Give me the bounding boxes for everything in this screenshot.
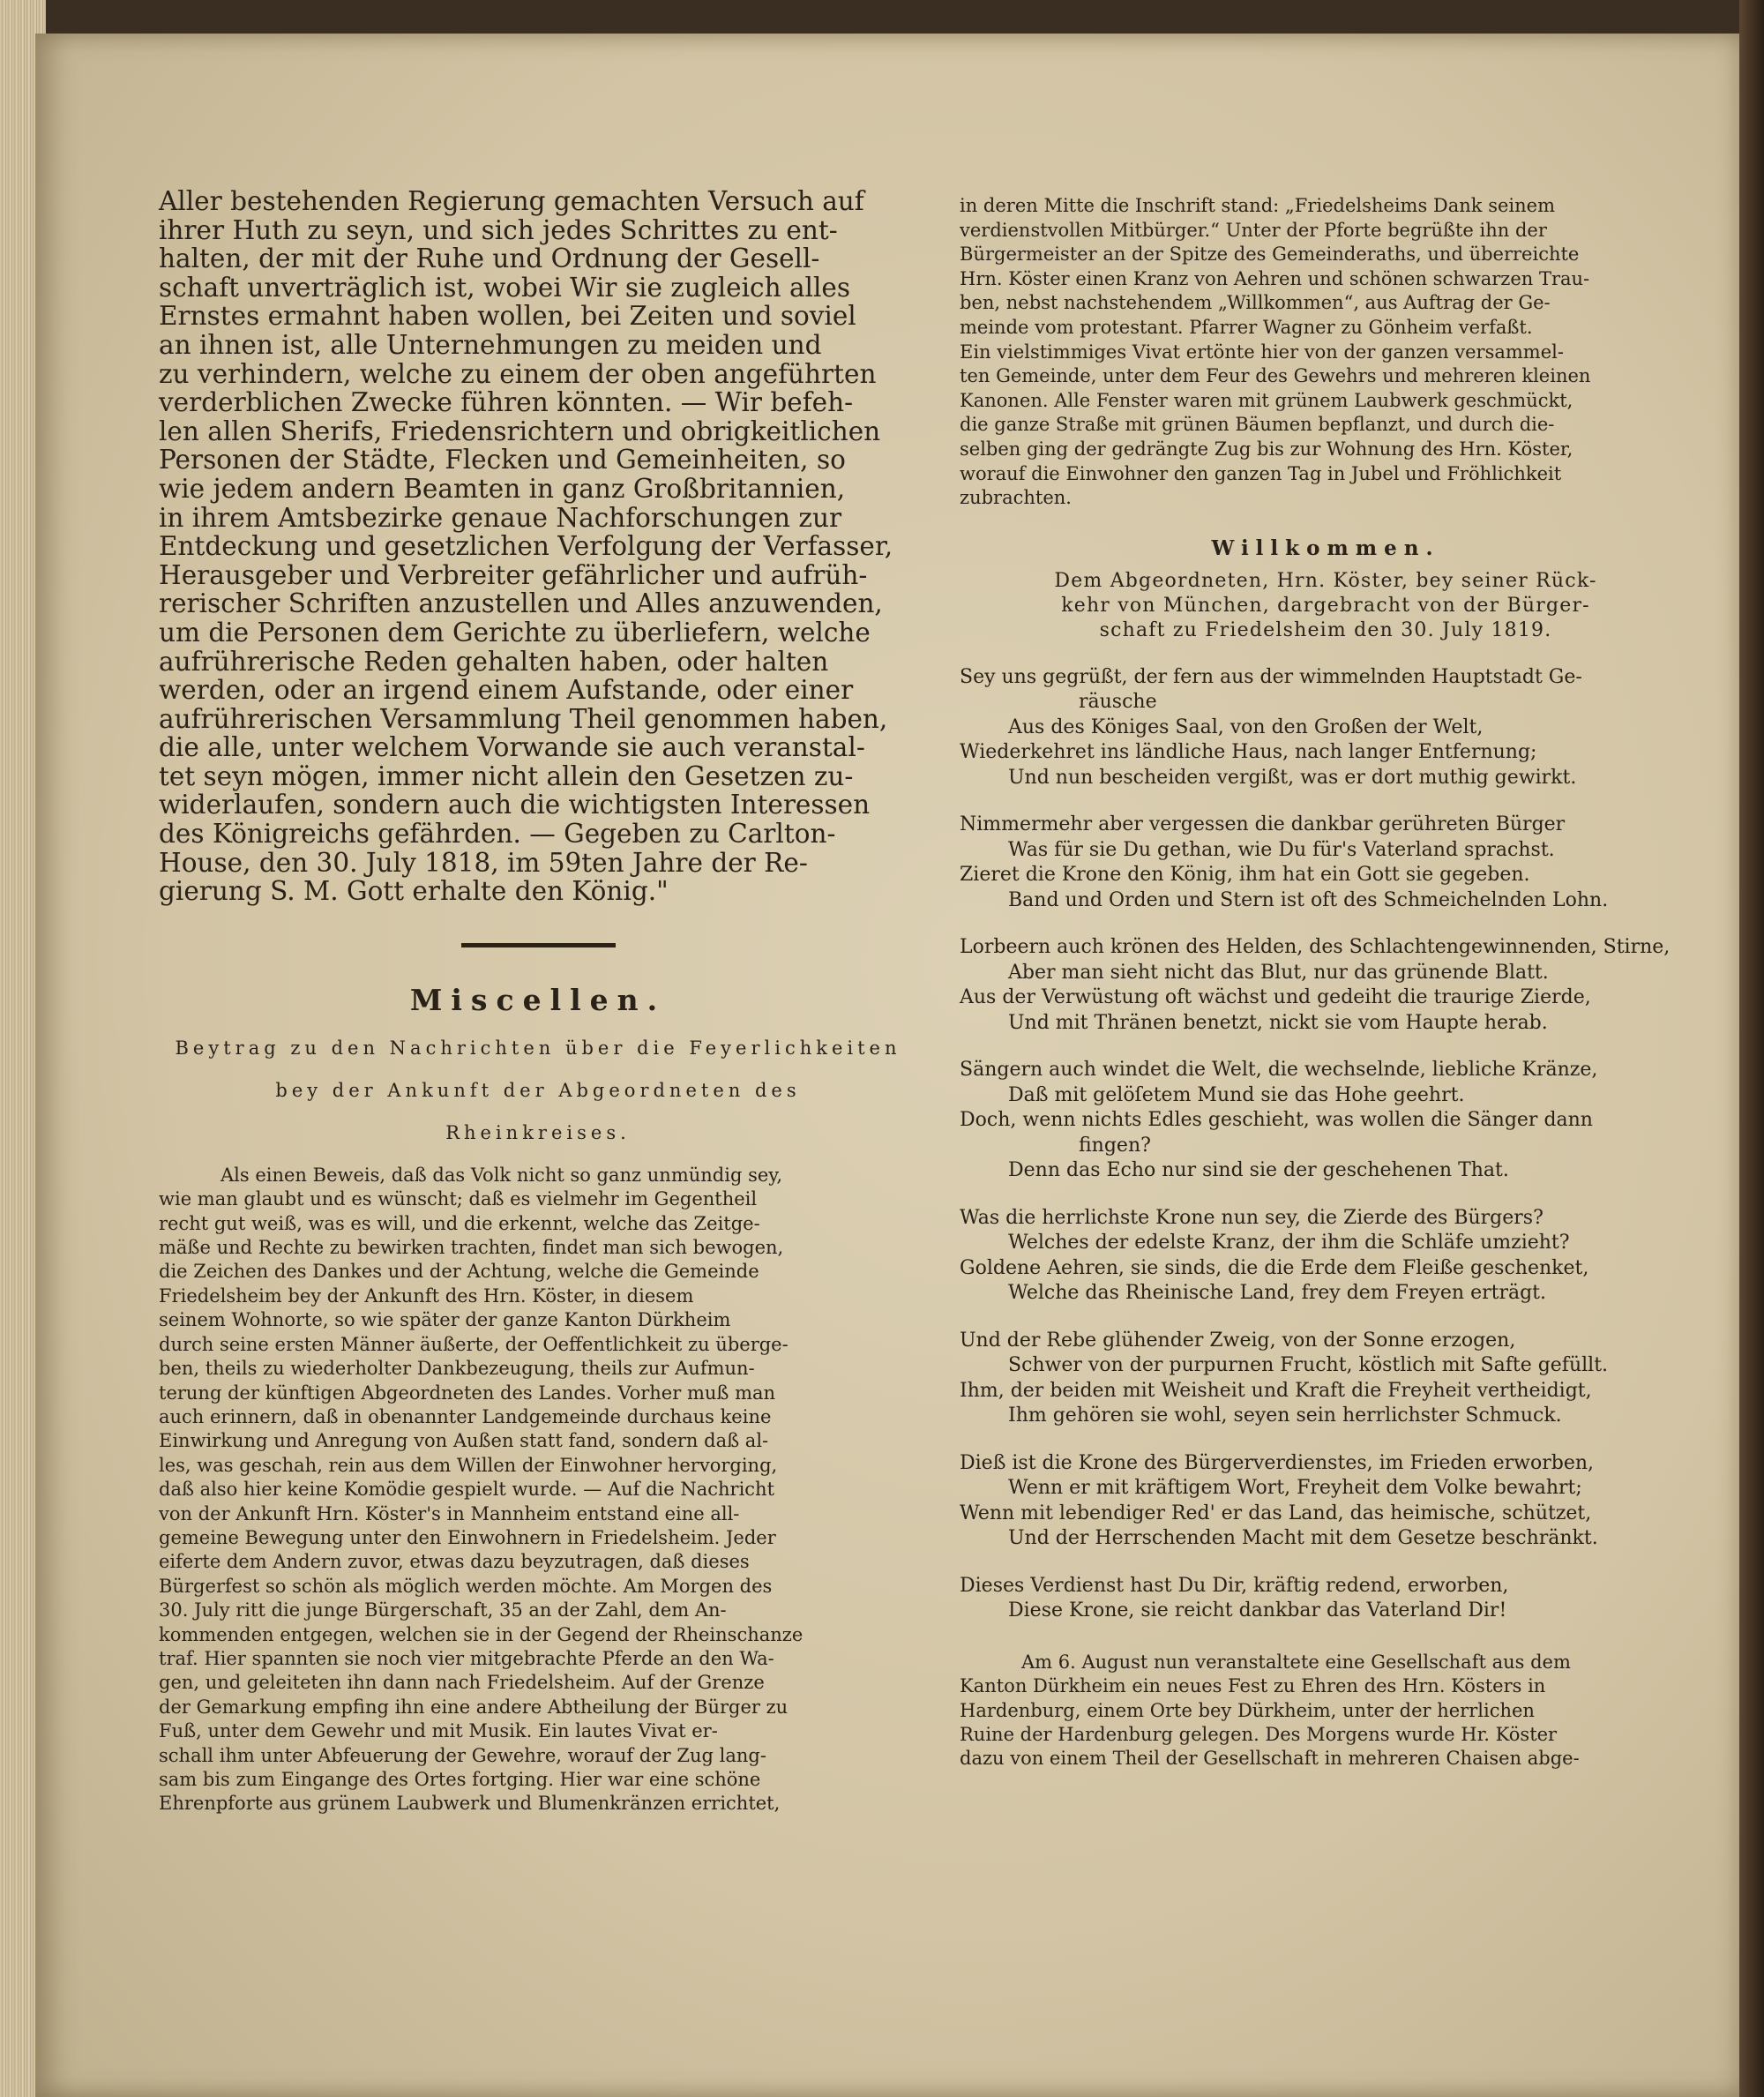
text-line: Aller bestehenden Regierung gemachten Versuch auf — [159, 186, 864, 216]
text-line: Fuß, unter dem Gewehr und mit Musik. Ein lautes Vivat er- — [159, 1720, 718, 1742]
text-line: Personen der Städte, Flecken und Gemeinheiten, so — [159, 445, 846, 476]
text-line: gen, und geleiteten ihn dann nach Friedelsheim. Auf der Grenze — [159, 1672, 765, 1694]
poem-line: Welches der edelste Kranz, der ihm die Schläfe umzieht? — [1008, 1232, 1570, 1254]
text-line: die ganze Straße mit grünen Bäumen bepflanzt, und durch die- — [960, 414, 1555, 436]
article-text-right — [960, 194, 1692, 511]
text-line: von der Ankunft Hrn. Köster's in Mannheim entstand eine all- — [159, 1502, 740, 1524]
text-line: gemeine Bewegung unter den Einwohnern in Friedelsheim. Jeder — [159, 1526, 776, 1548]
poem-line: Aber man sieht nicht das Blut, nur das grünende Blatt. — [1008, 961, 1549, 984]
text-line: verderblichen Zwecke führen könnten. — Wir befeh- — [159, 387, 854, 418]
poem-line: Sey uns gegrüßt, der fern aus der wimmelnden Hauptstadt Ge- — [960, 665, 1582, 688]
text-line: Entdeckung und gesetzlichen Verfolgung der Verfasser, — [159, 531, 893, 562]
poem-line: Denn das Echo nur sind sie der geschehenen That. — [1008, 1159, 1509, 1182]
text-line: Am 6. August nun veranstaltete eine Gesellschaft aus dem — [1021, 1651, 1571, 1673]
text-line: recht gut weiß, was es will, und die erkennt, welche das Zeitge- — [159, 1212, 760, 1234]
text-line: schall ihm unter Abfeuerung der Gewehre, worauf der Zug lang- — [159, 1744, 766, 1766]
text-line: an ihnen ist, alle Unternehmungen zu meiden und — [159, 329, 822, 360]
text-line: die alle, unter welchem Vorwande sie auch veranstal- — [159, 732, 865, 763]
text-line: seinem Wohnorte, so wie später der ganze Kanton Dürkheim — [159, 1309, 731, 1331]
text-line: Herausgeber und Verbreiter gefährlicher und aufrüh- — [159, 559, 868, 590]
text-line: Friedelsheim bey der Ankunft des Hrn. Köster, in diesem — [159, 1284, 694, 1307]
subtitle-line: Beytrag zu den Nachrichten über die Feyerlichkeiten — [175, 1037, 901, 1059]
poem-line: Daß mit gelöſetem Mund sie das Hohe geehrt. — [1008, 1083, 1465, 1106]
text-line: rerischer Schriften anzustellen und Alles anzuwenden, — [159, 588, 883, 619]
text-line: Kanonen. Alle Fenster waren mit grünem Laubwerk geschmückt, — [960, 389, 1573, 411]
text-line: die Zeichen des Dankes und der Achtung, welche die Gemeinde — [159, 1261, 759, 1283]
poem-line: Und der Herrschenden Macht mit dem Gesetze beschränkt. — [1008, 1527, 1598, 1550]
poem-stanza — [960, 1574, 1692, 1624]
poem-line: Wiederkehret ins ländliche Haus, nach langer Entfernung; — [960, 741, 1537, 764]
text-line: zubrachten. — [960, 487, 1072, 509]
poem-line: Schwer von der purpurnen Frucht, köstlich mit Safte gefüllt. — [1008, 1354, 1609, 1377]
section-divider — [461, 943, 616, 947]
poem-line: Was für sie Du gethan, wie Du für's Vaterland sprachst. — [1008, 838, 1555, 861]
text-line: Ernstes ermahnt haben wollen, bei Zeiten und soviel — [159, 301, 856, 332]
text-line: zu verhindern, welche zu einem der oben angeführten — [159, 358, 877, 389]
text-line: werden, oder an irgend einem Aufstande, oder einer — [159, 675, 854, 706]
text-line: Bürgerfest so schön als möglich werden möchte. Am Morgen des — [159, 1575, 773, 1597]
poem-line: Aus der Verwüstung oft wächst und gedeiht die traurige Zierde, — [960, 986, 1591, 1009]
text-line: Als einen Beweis, daß das Volk nicht so ganz unmündig sey, — [220, 1164, 783, 1186]
text-line: selben ging der gedrängte Zug bis zur Wohnung des Hrn. Köster, — [960, 438, 1573, 460]
poem-stanza — [960, 935, 1692, 1036]
poem-line: Doch, wenn nichts Edles geschieht, was wollen die Sänger dann — [960, 1109, 1593, 1132]
poem-stanza — [960, 665, 1692, 791]
poem-line: Und mit Thränen benetzt, nickt sie vom Haupte herab. — [1008, 1011, 1548, 1034]
text-line: aufrührerischen Versammlung Theil genommen haben, — [159, 703, 888, 734]
text-line: Ruine der Hardenburg gelegen. Des Morgens wurde Hr. Köster — [960, 1723, 1558, 1745]
poem-line: Aus des Königes Saal, von den Großen der Welt, — [1008, 715, 1484, 738]
article-text-left — [159, 1164, 917, 1816]
poem-line: Und nun bescheiden vergißt, was er dort muthig gewirkt. — [1008, 766, 1577, 789]
left-column — [159, 187, 917, 1816]
text-line: in ihrem Amtsbezirke genaue Nachforschungen zur — [159, 502, 842, 533]
poem-line: räusche — [1079, 691, 1157, 714]
poem-stanza — [960, 1451, 1692, 1552]
text-line: Hardenburg, einem Orte bey Dürkheim, unter der herrlichen — [960, 1699, 1535, 1721]
text-line: Einwirkung und Anregung von Außen statt fand, sondern daß al- — [159, 1430, 769, 1452]
text-line: halten, der mit der Ruhe und Ordnung der Gesell- — [159, 243, 820, 274]
closing-paragraph — [960, 1651, 1692, 1771]
text-line: len allen Sherifs, Friedensrichtern und obrigkeitlichen — [159, 416, 881, 446]
text-line: um die Personen dem Gerichte zu überliefern, welche — [159, 617, 871, 648]
text-line: auch erinnern, daß in obenannter Landgemeinde durchaus keine — [159, 1405, 772, 1427]
poem-line: Band und Orden und Stern ist oft des Schmeichelnden Lohn. — [1008, 888, 1609, 911]
text-line: durch seine ersten Männer äußerte, der Oeffentlichkeit zu überge- — [159, 1333, 789, 1355]
text-line: eiferte dem Andern zuvor, etwas dazu beyzutragen, daß dieses — [159, 1551, 750, 1573]
poem-line: Lorbeern auch krönen des Helden, des Schlachtengewinnenden, Stirne, — [960, 936, 1671, 959]
text-line: der Gemarkung empfing ihn eine andere Abtheilung der Bürger zu — [159, 1696, 789, 1718]
text-line: des Königreichs gefährden. — Gegeben zu Carlton- — [159, 819, 836, 850]
text-line: ben, nebst nachstehendem „Willkommen“, aus Auftrag der Ge- — [960, 292, 1551, 314]
text-line: schaft unverträglich ist, wobei Wir sie zugleich alles — [159, 272, 850, 303]
poem-line: Ihm, der beiden mit Weisheit und Kraft die Freyheit vertheidigt, — [960, 1379, 1592, 1402]
dedication-line: schaft zu Friedelsheim den 30. July 1819. — [1099, 618, 1552, 641]
article-subtitle — [159, 1037, 917, 1145]
poem-stanza — [960, 1329, 1692, 1429]
text-line: wie jedem andern Beamten in ganz Großbritannien, — [159, 473, 846, 504]
poem-line: Wenn er mit kräftigem Wort, Freyheit dem Volke bewahrt; — [1008, 1477, 1582, 1500]
dedication-line: kehr von München, dargebracht von der Bürger- — [1061, 594, 1590, 617]
poem-line: Welche das Rheinische Land, frey dem Freyen erträgt. — [1008, 1282, 1547, 1305]
text-line: gierung S. M. Gott erhalte den König." — [159, 876, 669, 907]
text-line: ihrer Huth zu seyn, und sich jedes Schrittes zu ent- — [159, 214, 838, 245]
text-line: 30. July ritt die junge Bürgerschaft, 35 an der Zahl, dem An- — [159, 1599, 727, 1621]
poem-line: Goldene Aehren, sie sinds, die die Erde dem Fleiße geschenket, — [960, 1256, 1589, 1279]
poem — [960, 665, 1692, 1624]
text-line: in deren Mitte die Inschrift stand: „Friedelsheims Dank seinem — [960, 195, 1555, 216]
text-line: House, den 30. July 1818, im 59ten Jahre der Re- — [159, 847, 808, 878]
poem-title: Willkommen. — [1211, 535, 1440, 560]
text-line: dazu von einem Theil der Gesellschaft in mehreren Chaisen abge- — [960, 1748, 1580, 1770]
text-line: worauf die Einwohner den ganzen Tag in Jubel und Fröhlichkeit — [960, 462, 1562, 484]
poem-line: Dieß ist die Krone des Bürgerverdienstes, im Frieden erworben, — [960, 1451, 1594, 1474]
poem-line: Sängern auch windet die Welt, die wechselnde, liebliche Kränze, — [960, 1059, 1598, 1082]
subtitle-line: bey der Ankunft der Abgeordneten des — [275, 1079, 801, 1101]
text-line: Kanton Dürkheim ein neues Fest zu Ehren des Hrn. Kösters in — [960, 1675, 1546, 1697]
right-column — [960, 194, 1692, 1771]
text-line: traf. Hier spannten sie noch vier mitgebrachte Pferde an den Wa- — [159, 1647, 774, 1669]
poem-stanza — [960, 813, 1692, 913]
poem-line: Was die herrlichste Krone nun sey, die Zierde des Bürgers? — [960, 1206, 1544, 1229]
poem-line: Nimmermehr aber vergessen die dankbar gerühreten Bürger — [960, 813, 1566, 836]
poem-line: Dieses Verdienst hast Du Dir, kräftig redend, erworben, — [960, 1574, 1509, 1597]
text-line: aufrührerische Reden gehalten haben, oder halten — [159, 646, 829, 677]
text-line: Ein vielstimmiges Vivat ertönte hier von der ganzen versammel- — [960, 341, 1564, 363]
text-line: verdienstvollen Mitbürger.“ Unter der Pforte begrüßte ihn der — [960, 219, 1547, 241]
text-line: terung der künftigen Abgeordneten des Landes. Vorher muß man — [159, 1382, 776, 1404]
text-line: Bürgermeister an der Spitze des Gemeinderaths, und überreichte — [960, 243, 1580, 266]
poem-stanza — [960, 1058, 1692, 1184]
text-line: kommenden entgegen, welchen sie in der Gegend der Rheinschanze — [159, 1623, 804, 1645]
poem-line: Ihm gehören sie wohl, seyen sein herrlichster Schmuck. — [1008, 1404, 1562, 1427]
text-line: tet seyn mögen, immer nicht allein den Gesetzen zu- — [159, 760, 854, 791]
text-line: les, was geschah, rein aus dem Willen der Einwohner hervorging, — [159, 1454, 778, 1476]
poem-line: fingen? — [1079, 1134, 1151, 1157]
text-line: wie man glaubt und es wünscht; daß es vielmehr im Gegentheil — [159, 1188, 758, 1210]
section-title: Miscellen. — [409, 982, 667, 1017]
text-line: daß also hier keine Komödie gespielt wurde. — Auf die Nachricht — [159, 1479, 775, 1501]
text-line: ben, theils zu wiederholter Dankbezeugung, theils zur Aufmun- — [159, 1358, 755, 1380]
binding-strip — [1739, 0, 1764, 2097]
poem-line: Zieret die Krone den König, ihm hat ein Gott sie gegeben. — [960, 864, 1530, 887]
text-line: Ehrenpforte aus grünem Laubwerk und Blumenkränzen errichtet, — [159, 1793, 781, 1815]
poem-stanza — [960, 1206, 1692, 1307]
subtitle-line: Rheinkreises. — [445, 1121, 631, 1143]
text-line: Hrn. Köster einen Kranz von Aehren und schönen schwarzen Trau- — [960, 267, 1590, 289]
text-line: mäße und Rechte zu bewirken trachten, findet man sich bewogen, — [159, 1237, 784, 1259]
text-line: sam bis zum Eingange des Ortes fortging. Hier war eine schöne — [159, 1769, 761, 1790]
text-line: meinde vom protestant. Pfarrer Wagner zu Gönheim verfaßt. — [960, 316, 1533, 338]
poem-line: Diese Krone, sie reicht dankbar das Vaterland Dir! — [1008, 1599, 1507, 1622]
text-line: ten Gemeinde, unter dem Feur des Gewehrs und mehreren kleinen — [960, 365, 1591, 387]
dedication-line: Dem Abgeordneten, Hrn. Köster, bey seiner Rück- — [1054, 569, 1597, 592]
poem-line: Wenn mit lebendiger Red' er das Land, das heimische, schützet, — [960, 1502, 1592, 1524]
text-line: widerlaufen, sondern auch die wichtigsten Interessen — [159, 790, 871, 820]
poem-line: Und der Rebe glühender Zweig, von der Sonne erzogen, — [960, 1329, 1516, 1352]
poem-dedication — [960, 569, 1692, 643]
decree-text — [159, 187, 917, 906]
